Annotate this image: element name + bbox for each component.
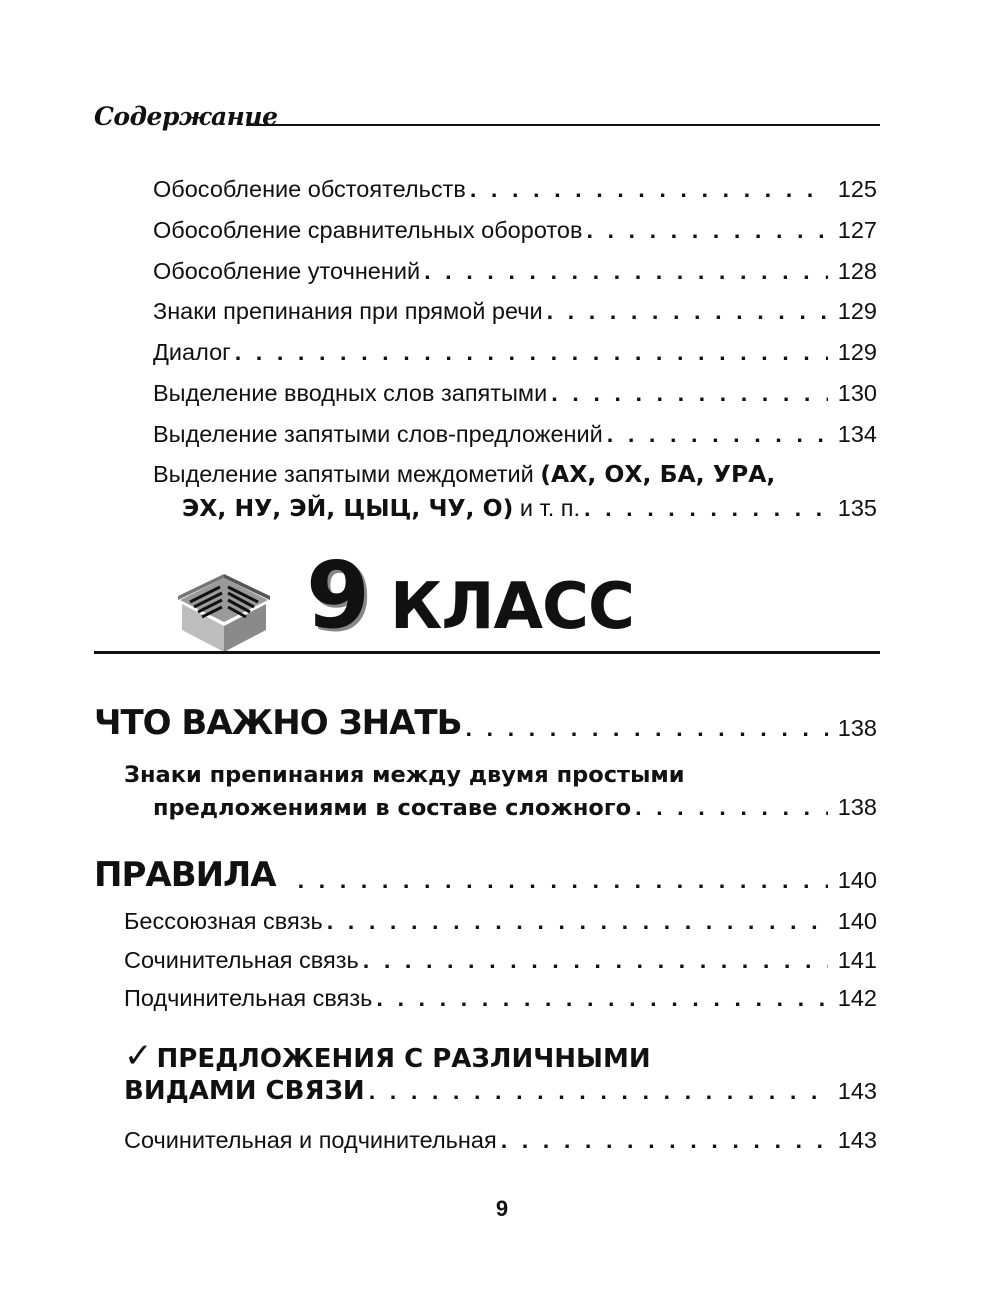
toc-entry-title: Обособление сравнительных оборотов	[153, 217, 583, 243]
interjections-plain-2: и т. п.	[513, 495, 581, 521]
toc-entry[interactable]	[153, 219, 877, 243]
toc-entry[interactable]	[153, 382, 877, 406]
leader-dots	[363, 949, 828, 973]
important-sub-entry[interactable]	[153, 796, 877, 820]
section-rules-title: ПРАВИЛА	[94, 855, 276, 895]
toc-entry-page: 127	[837, 217, 877, 243]
open-book-icon	[170, 560, 278, 656]
section-rules-page: 140	[837, 866, 877, 893]
toc-entry-title: Обособление обстоятельств	[153, 176, 466, 202]
leader-dots	[235, 341, 828, 365]
toc-entry-page: 135	[837, 495, 877, 521]
toc-entry-page: 129	[837, 339, 877, 365]
toc-entry-title	[182, 494, 581, 522]
section-mixed-title-2: ВИДАМИ СВЯЗИ	[124, 1076, 365, 1106]
toc-entry-page: 128	[837, 258, 877, 284]
toc-entry-interjections[interactable]	[182, 494, 877, 522]
toc-entry[interactable]	[153, 423, 877, 447]
toc-entry-interjections-line1	[153, 460, 776, 488]
leader-dots	[376, 987, 827, 1011]
toc-entry[interactable]	[153, 341, 877, 365]
mixed-item-page: 143	[837, 1127, 877, 1153]
banner-rule	[94, 651, 880, 654]
toc-entry[interactable]	[153, 300, 877, 324]
interjections-plain: Выделение запятыми междометий	[153, 461, 541, 487]
rules-item-title: Бессоюзная связь	[124, 908, 323, 934]
grade-number: 9	[306, 542, 371, 649]
leader-dots	[551, 382, 828, 406]
section-important-title: ЧТО ВАЖНО ЗНАТЬ	[94, 703, 462, 743]
rules-item[interactable]	[124, 910, 877, 934]
mixed-item[interactable]	[124, 1129, 877, 1153]
interjections-bold-2: ЭХ, НУ, ЭЙ, ЦЫЦ, ЧУ, О)	[182, 494, 514, 522]
toc-entry-page: 125	[837, 176, 877, 202]
toc-entry-title: Обособление уточнений	[153, 258, 421, 284]
mixed-item-title: Сочинительная и подчинительная	[124, 1127, 497, 1153]
toc-entry-page: 134	[837, 421, 877, 447]
section-important-page: 138	[837, 714, 877, 741]
leader-dots	[584, 497, 828, 521]
leader-dots	[635, 796, 828, 820]
leader-dots	[465, 717, 827, 741]
section-mixed-page: 143	[837, 1078, 877, 1104]
leader-dots	[470, 178, 828, 202]
rules-item-page: 141	[837, 947, 877, 973]
toc-entry[interactable]	[153, 260, 877, 284]
toc-entry-title: Выделение запятыми слов-предложений	[153, 421, 603, 447]
leader-dots	[369, 1080, 828, 1104]
toc-entry-page: 129	[837, 298, 877, 324]
rules-item[interactable]	[124, 949, 877, 973]
toc-entry-title: Знаки препинания при прямой речи	[153, 298, 543, 324]
section-important[interactable]	[94, 703, 877, 743]
leader-dots	[327, 910, 828, 934]
toc-entry-title: Выделение вводных слов запятыми	[153, 380, 548, 406]
leader-dots	[424, 260, 828, 284]
check-icon: ✓	[124, 1036, 153, 1076]
toc-entry[interactable]	[153, 178, 877, 202]
header-title: Содержание	[94, 102, 278, 131]
grade-word: КЛАСС	[390, 570, 634, 644]
section-mixed-line1	[124, 1036, 651, 1076]
section-rules[interactable]	[94, 855, 877, 895]
leader-dots	[547, 300, 828, 324]
important-sub-line2: предложениями в составе сложного	[153, 795, 632, 821]
rules-item-page: 142	[837, 985, 877, 1011]
important-sub-page: 138	[837, 794, 877, 820]
leader-dots	[501, 1129, 828, 1153]
rules-item[interactable]	[124, 987, 877, 1011]
header-rule	[246, 124, 880, 126]
toc-entry-title: Диалог	[153, 339, 231, 365]
leader-dots	[607, 423, 828, 447]
section-mixed-title-1: ПРЕДЛОЖЕНИЯ С РАЗЛИЧНЫМИ	[156, 1044, 651, 1074]
running-header	[94, 100, 880, 132]
leader-dots	[586, 219, 827, 243]
important-sub-line1: Знаки препинания между двумя простыми	[124, 762, 685, 788]
grade-banner	[94, 542, 880, 660]
rules-item-title: Подчинительная связь	[124, 985, 373, 1011]
interjections-bold: (АХ, ОХ, БА, УРА,	[540, 460, 776, 488]
rules-item-page: 140	[837, 908, 877, 934]
page-number: 9	[495, 1196, 509, 1221]
rules-item-title: Сочинительная связь	[124, 947, 359, 973]
section-mixed[interactable]	[124, 1078, 877, 1104]
leader-dots	[298, 869, 828, 893]
toc-entry-page: 130	[837, 380, 877, 406]
